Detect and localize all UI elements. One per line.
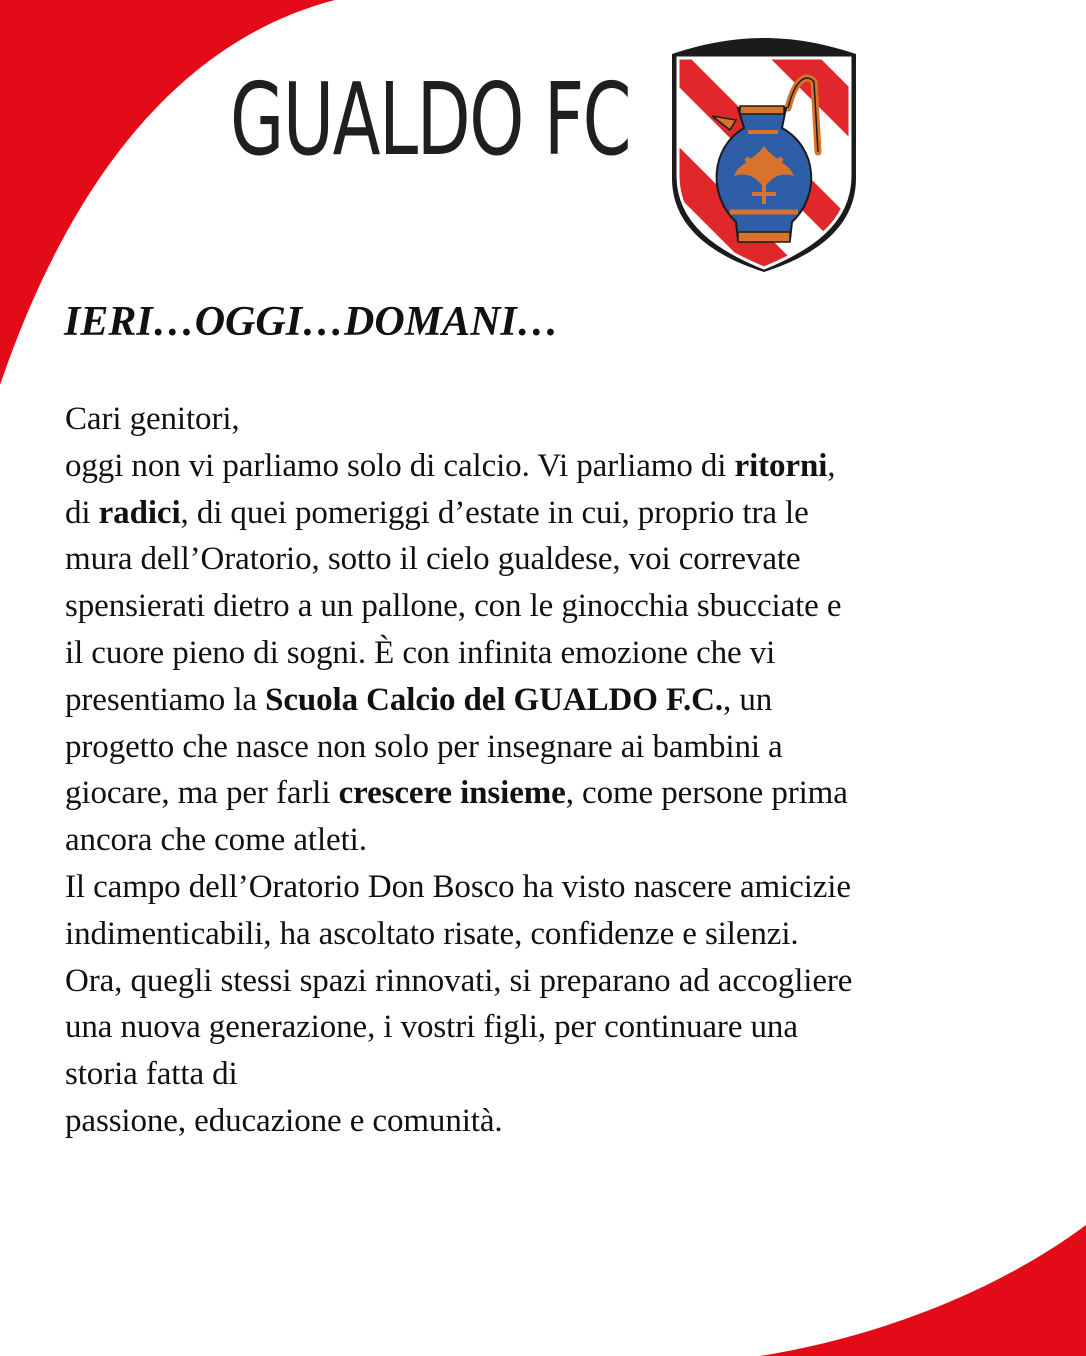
letter-line <box>65 583 1025 630</box>
text-run: giocare, ma per farli <box>65 775 339 812</box>
text-run: il cuore pieno di sogni. È con infinita emozione che vi <box>65 634 776 671</box>
letter-line <box>65 443 1025 490</box>
letter-line <box>65 1051 1025 1098</box>
text-run: Ora, quegli stessi spazi rinnovati, si preparano ad accogliere <box>65 962 853 999</box>
letter-line <box>65 1098 1025 1145</box>
text-run: Il campo dell’Oratorio Don Bosco ha visto nascere amicizie <box>65 868 851 905</box>
text-run: di <box>65 494 99 531</box>
amphora-shield-crest-icon <box>668 36 860 272</box>
letter-paragraph <box>65 443 1025 1145</box>
letter-line <box>65 864 1025 911</box>
letter-line <box>65 1004 1025 1051</box>
headline: IERI…OGGI…DOMANI… <box>64 299 559 345</box>
text-run: passione, educazione e comunità. <box>65 1102 503 1139</box>
text-run: , di quei pomeriggi d’estate in cui, proprio tra le <box>180 494 809 531</box>
bold-text: crescere insieme <box>338 775 566 812</box>
club-name: GUALDO FC <box>230 61 631 178</box>
letter-line <box>65 911 1025 958</box>
text-run: spensierati dietro a un pallone, con le ginocchia sbucciate e <box>65 588 842 625</box>
letter-line <box>65 677 1025 724</box>
letter-line <box>65 817 1025 864</box>
text-run: presentiamo la <box>65 681 266 718</box>
text-run: storia fatta di <box>65 1056 238 1093</box>
text-run: oggi non vi parliamo solo di calcio. Vi parliamo di <box>65 447 735 484</box>
text-run: , come persone prima <box>565 775 848 812</box>
text-run: indimenticabili, ha ascoltato risate, confidenze e silenzi. <box>65 915 799 952</box>
text-run: ancora che come atleti. <box>65 822 367 859</box>
text-run: mura dell’Oratorio, sotto il cielo gualdese, voi correvate <box>65 541 801 578</box>
bold-text: Scuola Calcio del GUALDO F.C. <box>265 681 724 718</box>
bold-text: radici <box>98 494 181 531</box>
letter-line <box>65 724 1025 771</box>
letter-line <box>65 490 1025 537</box>
bold-text: ritorni <box>734 447 828 484</box>
text-run: , <box>827 447 836 484</box>
letter-greeting: Cari genitori, <box>65 401 240 437</box>
text-run: una nuova generazione, i vostri figli, per continuare una <box>65 1009 798 1046</box>
letter-body <box>65 396 1025 1145</box>
letter-line <box>65 958 1025 1005</box>
letter-line <box>65 536 1025 583</box>
text-run: , un <box>723 681 773 718</box>
text-run: progetto che nasce non solo per insegnare ai bambini a <box>65 728 783 765</box>
letter-line <box>65 630 1025 677</box>
letter-line <box>65 770 1025 817</box>
